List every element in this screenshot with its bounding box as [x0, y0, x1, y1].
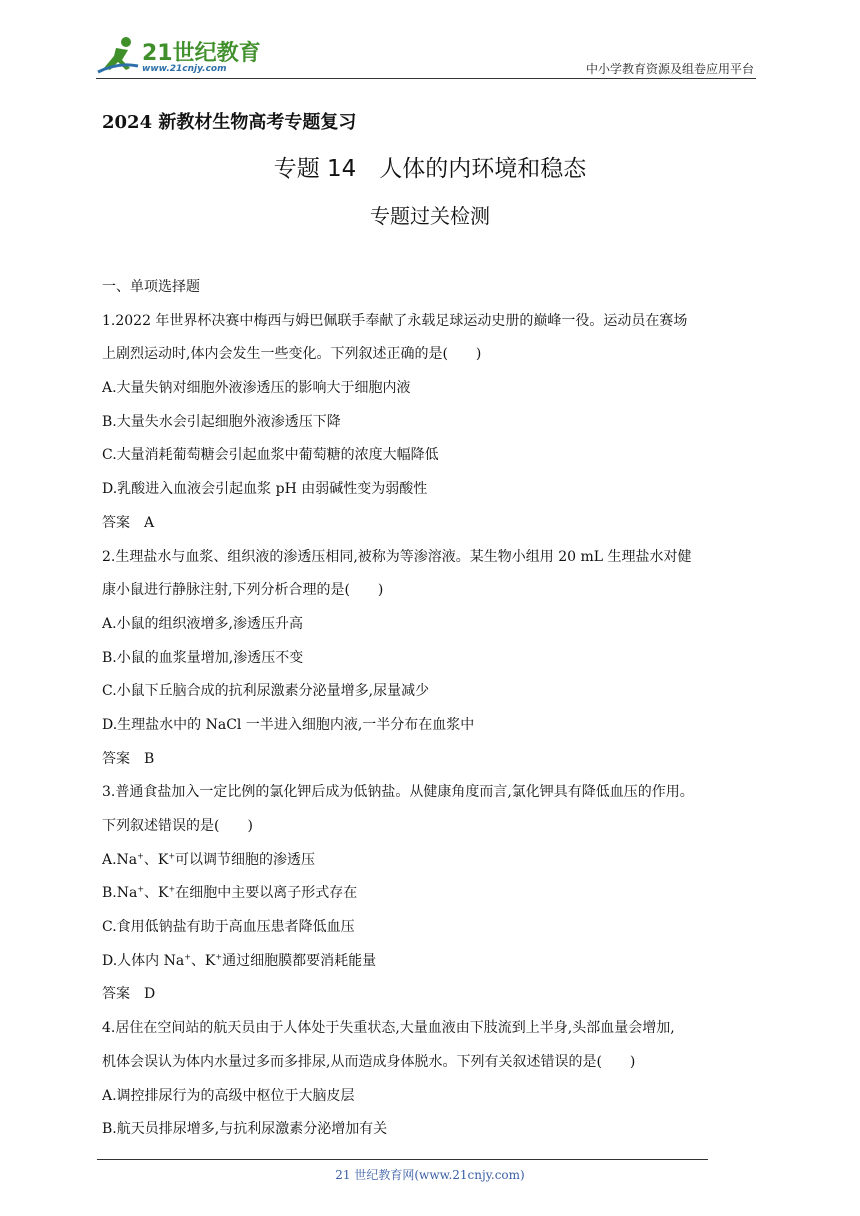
- question-stem-line: 机体会误认为体内水量过多而多排尿,从而造成身体脱水。下列有关叙述错误的是( ): [102, 1053, 636, 1070]
- question-1: [102, 309, 762, 545]
- option-text: 、K: [190, 952, 216, 969]
- option-text: 可以调节细胞的渗透压: [175, 851, 316, 868]
- ion-charge: +: [168, 851, 176, 861]
- option-text: 、K: [144, 885, 169, 902]
- document-label: 2024 新教材生物高考专题复习: [102, 112, 357, 133]
- runner-icon: [96, 36, 140, 76]
- option-d: D.生理盐水中的 NaCl 一半进入细胞内液,一半分布在血浆中: [102, 716, 475, 733]
- site-logo[interactable]: [96, 34, 266, 78]
- question-list: [102, 275, 762, 1151]
- section-heading: 一、单项选择题: [102, 279, 200, 295]
- question-stem-line: 下列叙述错误的是( ): [102, 818, 253, 834]
- answer: 答案 B: [102, 750, 155, 767]
- answer: 答案 D: [102, 986, 156, 1003]
- option-a: A.调控排尿行为的高级中枢位于大脑皮层: [102, 1087, 355, 1104]
- option-text: 通过细胞膜都要消耗能量: [222, 952, 377, 969]
- option-d: D.乳酸进入血液会引起血浆 pH 由弱碱性变为弱酸性: [102, 481, 428, 498]
- question-3: [102, 780, 762, 1016]
- option-text: D.人体内 Na: [102, 952, 185, 969]
- option-text: 在细胞中主要以离子形式存在: [175, 885, 358, 902]
- logo-text: 21世纪教育: [142, 41, 261, 66]
- option-a: A.大量失钠对细胞外液渗透压的影响大于细胞内液: [102, 380, 411, 397]
- option-text: B.Na: [102, 885, 138, 902]
- question-stem-line: 康小鼠进行静脉注射,下列分析合理的是( ): [102, 582, 384, 599]
- option-text: A.Na: [102, 851, 138, 868]
- question-stem-line: 4.居住在空间站的航天员由于人体处于失重状态,大量血液由下肢流到上半身,头部血量会增加,: [102, 1020, 675, 1037]
- option-b: B.航天员排尿增多,与抗利尿激素分泌增加有关: [102, 1121, 388, 1138]
- logo-url: www.21cnjy.com: [142, 64, 227, 74]
- option-b: [102, 881, 762, 915]
- question-2: [102, 545, 762, 781]
- option-c: C.大量消耗葡萄糖会引起血浆中葡萄糖的浓度大幅降低: [102, 447, 439, 464]
- question-stem-line: 2.生理盐水与血浆、组织液的渗透压相同,被称为等渗溶液。某生物小组用 20 mL 生理盐水对健: [102, 548, 692, 565]
- question-4: [102, 1016, 762, 1151]
- platform-name: 中小学教育资源及组卷应用平台: [585, 62, 754, 76]
- answer: 答案 A: [102, 514, 155, 531]
- ion-charge: +: [137, 851, 144, 861]
- question-stem-line: 3.普通食盐加入一定比例的氯化钾后成为低钠盐。从健康角度而言,氯化钾具有降低血压的作用。: [102, 784, 694, 801]
- footer-divider: [97, 1159, 708, 1160]
- ion-charge: +: [215, 952, 223, 962]
- question-stem-line: 上剧烈运动时,体内会发生一些变化。下列叙述正确的是( ): [102, 346, 482, 363]
- page-title: 专题 14 人体的内环境和稳态: [273, 156, 587, 182]
- option-text: 、K: [143, 851, 169, 868]
- option-a: A.小鼠的组织液增多,渗透压升高: [102, 615, 304, 632]
- ion-charge: +: [168, 884, 176, 894]
- option-text: C.食用低钠盐有助于高血压患者降低血压: [102, 919, 355, 936]
- header-divider: [96, 78, 756, 79]
- page-subtitle: 专题过关检测: [370, 204, 490, 228]
- page-header: [96, 30, 756, 82]
- question-stem-line: 1.2022 年世界杯决赛中梅西与姆巴佩联手奉献了永载足球运动史册的巅峰一役。运动员在赛场: [102, 312, 688, 329]
- option-d: [102, 949, 762, 983]
- option-c: C.小鼠下丘脑合成的抗利尿激素分泌量增多,尿量减少: [102, 683, 430, 700]
- footer-link[interactable]: 21 世纪教育网(www.21cnjy.com): [335, 1168, 525, 1182]
- ion-charge: +: [184, 952, 191, 962]
- option-b: B.小鼠的血浆量增加,渗透压不变: [102, 649, 304, 666]
- option-c: [102, 915, 762, 949]
- option-b: B.大量失水会引起细胞外液渗透压下降: [102, 413, 341, 430]
- ion-charge: +: [137, 884, 145, 894]
- option-a: [102, 848, 762, 882]
